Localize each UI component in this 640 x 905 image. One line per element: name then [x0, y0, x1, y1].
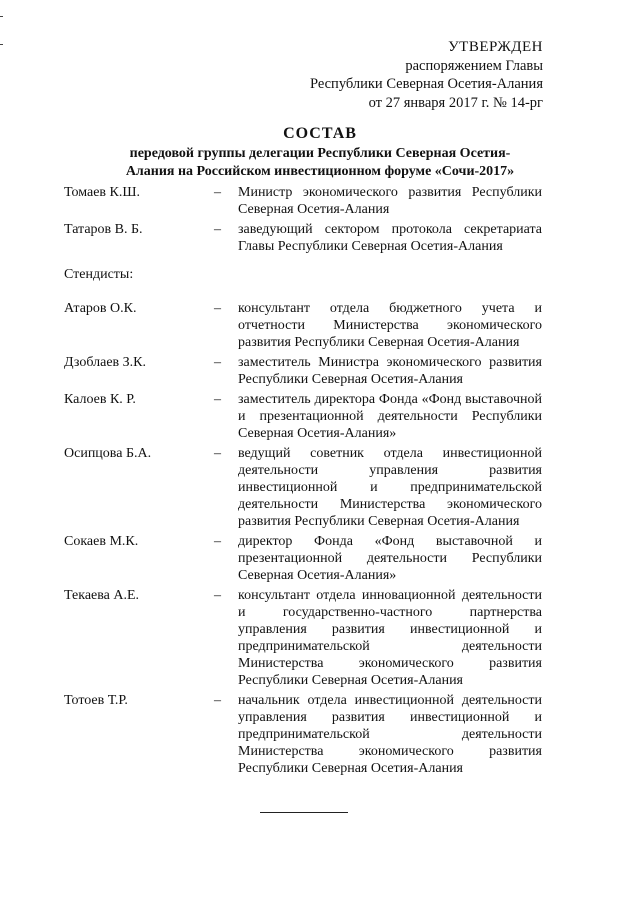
scan-mark-middle: [0, 44, 3, 45]
approval-line-3: от 27 января 2017 г. № 14-рг: [368, 94, 543, 111]
member-name: Томаев К.Ш.: [64, 185, 140, 200]
delegation-roster: [64, 184, 542, 777]
member-row: [64, 445, 542, 530]
member-row: [64, 391, 542, 442]
member-position: заместитель Министра экономического развития Республики Северная Осетия-Алания: [238, 355, 542, 387]
member-position: Министр экономического развития Республики Северная Осетия-Алания: [238, 185, 542, 217]
section-label-standists: Стендисты:: [64, 267, 134, 282]
member-row: [64, 221, 542, 255]
approval-stamp-word: УТВЕРЖДЕН: [448, 39, 543, 55]
member-name: Калоев К. Р.: [64, 392, 136, 407]
member-row: [64, 533, 542, 584]
approval-line-2: Республики Северная Осетия-Алания: [309, 76, 543, 92]
dash-separator: –: [214, 534, 221, 549]
title-heading: СОСТАВ: [283, 125, 357, 142]
scan-mark-top: [0, 16, 3, 17]
dash-separator: –: [214, 446, 221, 461]
section-row: [64, 266, 542, 283]
member-position: директор Фонда «Фонд выставочной и презентационной деятельности Республики Северная Осетия-Алания»: [238, 534, 542, 583]
document-title: [60, 124, 580, 180]
approval-line-1: распоряжением Главы: [405, 57, 543, 74]
member-row: [64, 692, 542, 777]
member-row: [64, 184, 542, 218]
member-position: ведущий советник отдела инвестиционной деятельности управления развития инвестиционной и предпринимательской деятельности Министерства экономического развития Республики Северная Осетия-Алания: [238, 446, 542, 529]
member-name: Татаров В. Б.: [64, 222, 143, 237]
member-name: Сокаев М.К.: [64, 534, 139, 549]
approval-block: [310, 38, 543, 112]
member-name: Осипцова Б.А.: [64, 446, 152, 461]
member-position: консультант отдела бюджетного учета и отчетности Министерства экономического развития Республики Северная Осетия-Алания: [238, 301, 542, 350]
member-position: заведующий сектором протокола секретариата Главы Республики Северная Осетия-Алания: [238, 222, 542, 254]
dash-separator: –: [214, 185, 221, 200]
member-name: Текаева А.Е.: [64, 588, 140, 603]
dash-separator: –: [214, 392, 221, 407]
dash-separator: –: [214, 301, 221, 316]
member-row: [64, 300, 542, 351]
member-name: Атаров О.К.: [64, 301, 137, 316]
member-position: начальник отдела инвестиционной деятельности управления развития инвестиционной и предпринимательской деятельности Министерства экономического развития Республики Северная Осетия-Алания: [238, 693, 542, 776]
member-position: консультант отдела инновационной деятельности и государственно-частного партнерства управления развития инвестиционной и предпринимательской деятельности Министерства экономического развития Республики Северная Осетия-Алания: [238, 588, 542, 688]
dash-separator: –: [214, 693, 221, 708]
member-position: заместитель директора Фонда «Фонд выставочной и презентационной деятельности Республики Северная Осетия-Алания»: [238, 392, 542, 441]
member-name: Тотоев Т.Р.: [64, 693, 128, 708]
title-line-1: передовой группы делегации Республики Северная Осетия-: [129, 146, 511, 161]
member-row: [64, 587, 542, 689]
dash-separator: –: [214, 355, 221, 370]
member-name: Дзоблаев З.К.: [64, 355, 146, 370]
member-row: [64, 354, 542, 388]
title-line-2: Алания на Российском инвестиционном форуме «Сочи-2017»: [125, 164, 515, 179]
closing-rule: [260, 812, 348, 813]
dash-separator: –: [214, 588, 221, 603]
dash-separator: –: [214, 222, 221, 237]
